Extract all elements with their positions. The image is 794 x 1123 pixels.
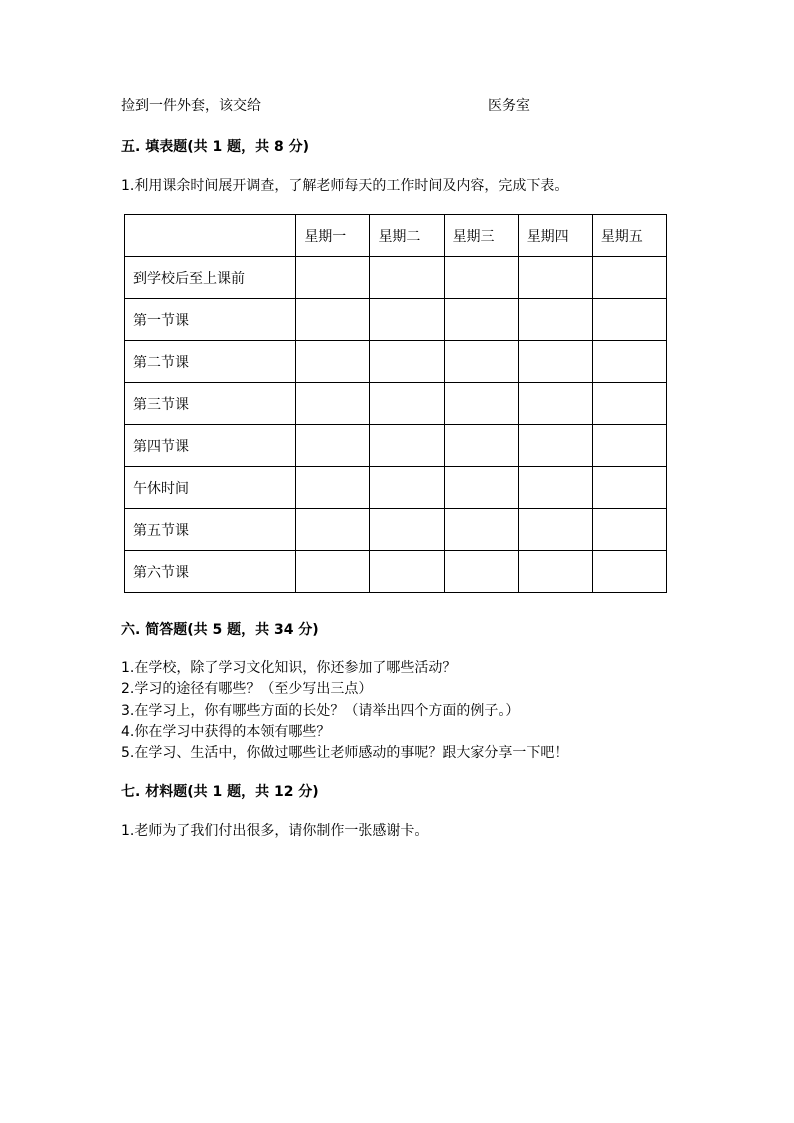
table-row — [125, 257, 667, 299]
blank-cell[interactable] — [518, 341, 592, 383]
table-row — [125, 509, 667, 551]
short-answer-question: 3.在学习上，你有哪些方面的长处？（请举出四个方面的例子。） — [121, 703, 520, 719]
table-header-cell: 星期一 — [296, 215, 370, 257]
table-row — [125, 467, 667, 509]
blank-cell[interactable] — [296, 257, 370, 299]
table-row — [125, 551, 667, 593]
row-label: 第三节课 — [125, 383, 296, 425]
blank-cell[interactable] — [518, 467, 592, 509]
table-header-cell: 星期三 — [444, 215, 518, 257]
blank-cell[interactable] — [296, 383, 370, 425]
table-header-cell — [125, 215, 296, 257]
blank-cell[interactable] — [444, 341, 518, 383]
table-row — [125, 425, 667, 467]
blank-cell[interactable] — [370, 425, 444, 467]
short-answer-question: 2.学习的途径有哪些？（至少写出三点） — [121, 681, 373, 697]
blank-cell[interactable] — [592, 341, 666, 383]
blank-cell[interactable] — [518, 551, 592, 593]
blank-cell[interactable] — [296, 299, 370, 341]
blank-cell[interactable] — [444, 509, 518, 551]
blank-cell[interactable] — [592, 299, 666, 341]
matching-item-right: 医务室 — [488, 98, 530, 114]
short-answer-question: 5.在学习、生活中，你做过哪些让老师感动的事呢？跟大家分享一下吧！ — [121, 745, 569, 761]
table-header-cell: 星期四 — [518, 215, 592, 257]
blank-cell[interactable] — [518, 425, 592, 467]
teacher-schedule-table — [124, 214, 667, 593]
short-answer-question: 4.你在学习中获得的本领有哪些？ — [121, 724, 331, 740]
blank-cell[interactable] — [296, 425, 370, 467]
blank-cell[interactable] — [370, 383, 444, 425]
table-header-cell: 星期五 — [592, 215, 666, 257]
row-label: 第二节课 — [125, 341, 296, 383]
table-header-cell: 星期二 — [370, 215, 444, 257]
blank-cell[interactable] — [592, 383, 666, 425]
blank-cell[interactable] — [370, 467, 444, 509]
blank-cell[interactable] — [592, 257, 666, 299]
section-5-question: 1.利用课余时间展开调查，了解老师每天的工作时间及内容，完成下表。 — [121, 178, 569, 194]
blank-cell[interactable] — [296, 341, 370, 383]
short-answer-question: 1.在学校，除了学习文化知识，你还参加了哪些活动？ — [121, 660, 457, 676]
blank-cell[interactable] — [518, 509, 592, 551]
blank-cell[interactable] — [592, 551, 666, 593]
blank-cell[interactable] — [444, 257, 518, 299]
table-row — [125, 299, 667, 341]
table-row — [125, 341, 667, 383]
section-7-title: 七. 材料题(共 1 题，共 12 分) — [121, 784, 319, 800]
blank-cell[interactable] — [444, 383, 518, 425]
row-label: 午休时间 — [125, 467, 296, 509]
row-label: 第四节课 — [125, 425, 296, 467]
section-6-title: 六. 简答题(共 5 题，共 34 分) — [121, 622, 319, 638]
blank-cell[interactable] — [518, 383, 592, 425]
blank-cell[interactable] — [370, 257, 444, 299]
row-label: 第六节课 — [125, 551, 296, 593]
table-row — [125, 383, 667, 425]
blank-cell[interactable] — [518, 299, 592, 341]
blank-cell[interactable] — [444, 299, 518, 341]
blank-cell[interactable] — [296, 551, 370, 593]
blank-cell[interactable] — [518, 257, 592, 299]
blank-cell[interactable] — [592, 425, 666, 467]
blank-cell[interactable] — [592, 509, 666, 551]
table-header-row — [125, 215, 667, 257]
blank-cell[interactable] — [444, 425, 518, 467]
blank-cell[interactable] — [296, 509, 370, 551]
blank-cell[interactable] — [370, 341, 444, 383]
material-question: 1.老师为了我们付出很多，请你制作一张感谢卡。 — [121, 823, 429, 839]
blank-cell[interactable] — [592, 467, 666, 509]
blank-cell[interactable] — [444, 467, 518, 509]
row-label: 到学校后至上课前 — [125, 257, 296, 299]
row-label: 第一节课 — [125, 299, 296, 341]
row-label: 第五节课 — [125, 509, 296, 551]
blank-cell[interactable] — [370, 551, 444, 593]
section-5-title: 五. 填表题(共 1 题，共 8 分) — [121, 139, 309, 155]
blank-cell[interactable] — [296, 467, 370, 509]
blank-cell[interactable] — [370, 509, 444, 551]
blank-cell[interactable] — [444, 551, 518, 593]
matching-item-left: 捡到一件外套，该交给 — [121, 98, 261, 114]
blank-cell[interactable] — [370, 299, 444, 341]
